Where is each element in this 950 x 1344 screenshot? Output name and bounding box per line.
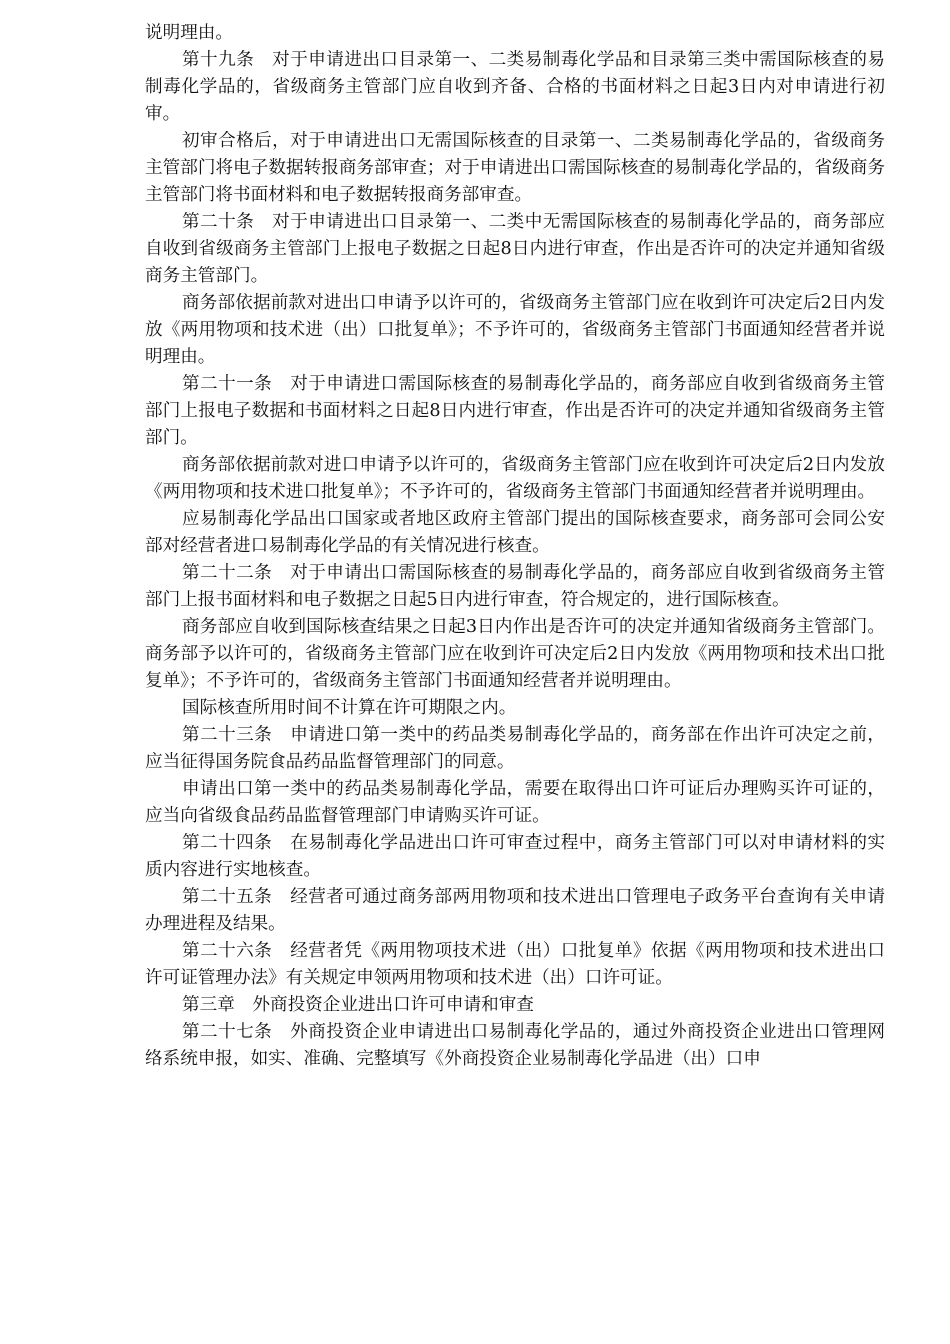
document-page xyxy=(145,20,885,1073)
paragraph: 第二十条 对于申请进出口目录第一、二类中无需国际核查的易制毒化学品的，商务部应自收到省级商务主管部门上报电子数据之日起8日内进行审查，作出是否许可的决定并通知省级商务主管部门。 xyxy=(145,212,885,286)
paragraph: 第二十一条 对于申请进口需国际核查的易制毒化学品的，商务部应自收到省级商务主管部门上报电子数据和书面材料之日起8日内进行审查，作出是否许可的决定并通知省级商务主管部门。 xyxy=(145,374,885,448)
paragraph: 第二十三条 申请进口第一类中的药品类易制毒化学品的，商务部在作出许可决定之前，应当征得国务院食品药品监督管理部门的同意。 xyxy=(145,725,885,772)
paragraph: 第二十七条 外商投资企业申请进出口易制毒化学品的，通过外商投资企业进出口管理网络系统申报，如实、准确、完整填写《外商投资企业易制毒化学品进（出）口申 xyxy=(145,1022,885,1069)
paragraph: 第二十四条 在易制毒化学品进出口许可审查过程中，商务主管部门可以对申请材料的实质内容进行实地核查。 xyxy=(145,833,885,880)
paragraph: 国际核查所用时间不计算在许可期限之内。 xyxy=(182,698,517,718)
paragraph: 第二十二条 对于申请出口需国际核查的易制毒化学品的，商务部应自收到省级商务主管部门上报书面材料和电子数据之日起5日内进行审查，符合规定的，进行国际核查。 xyxy=(145,563,885,610)
paragraph: 说明理由。 xyxy=(145,23,233,43)
paragraph: 商务部依据前款对进口申请予以许可的，省级商务主管部门应在收到许可决定后2日内发放《两用物项和技术进口批复单》；不予许可的，省级商务主管部门书面通知经营者并说明理由。 xyxy=(145,455,885,502)
paragraph: 申请出口第一类中的药品类易制毒化学品，需要在取得出口许可证后办理购买许可证的，应当向省级食品药品监督管理部门申请购买许可证。 xyxy=(145,779,885,826)
paragraph: 初审合格后，对于申请进出口无需国际核查的目录第一、二类易制毒化学品的，省级商务主管部门将电子数据转报商务部审查；对于申请进出口需国际核查的易制毒化学品的，省级商务主管部门将书面材料和电子数据转报商务部审查。 xyxy=(145,131,885,205)
paragraph: 商务部依据前款对进出口申请予以许可的，省级商务主管部门应在收到许可决定后2日内发放《两用物项和技术进（出）口批复单》；不予许可的，省级商务主管部门书面通知经营者并说明理由。 xyxy=(145,293,885,367)
paragraph: 商务部应自收到国际核查结果之日起3日内作出是否许可的决定并通知省级商务主管部门。商务部予以许可的，省级商务主管部门应在收到许可决定后2日内发放《两用物项和技术出口批复单》；不予许可的，省级商务主管部门书面通知经营者并说明理由。 xyxy=(145,617,885,691)
paragraph: 应易制毒化学品出口国家或者地区政府主管部门提出的国际核查要求，商务部可会同公安部对经营者进口易制毒化学品的有关情况进行核查。 xyxy=(145,509,885,556)
paragraph: 第十九条 对于申请进出口目录第一、二类易制毒化学品和目录第三类中需国际核查的易制毒化学品的，省级商务主管部门应自收到齐备、合格的书面材料之日起3日内对申请进行初审。 xyxy=(145,50,885,124)
paragraph: 第二十六条 经营者凭《两用物项技术进（出）口批复单》依据《两用物项和技术进出口许可证管理办法》有关规定申领两用物项和技术进（出）口许可证。 xyxy=(145,941,885,988)
chapter-heading: 第三章 外商投资企业进出口许可申请和审查 xyxy=(182,995,534,1015)
paragraph: 第二十五条 经营者可通过商务部两用物项和技术进出口管理电子政务平台查询有关申请办理进程及结果。 xyxy=(145,887,885,934)
